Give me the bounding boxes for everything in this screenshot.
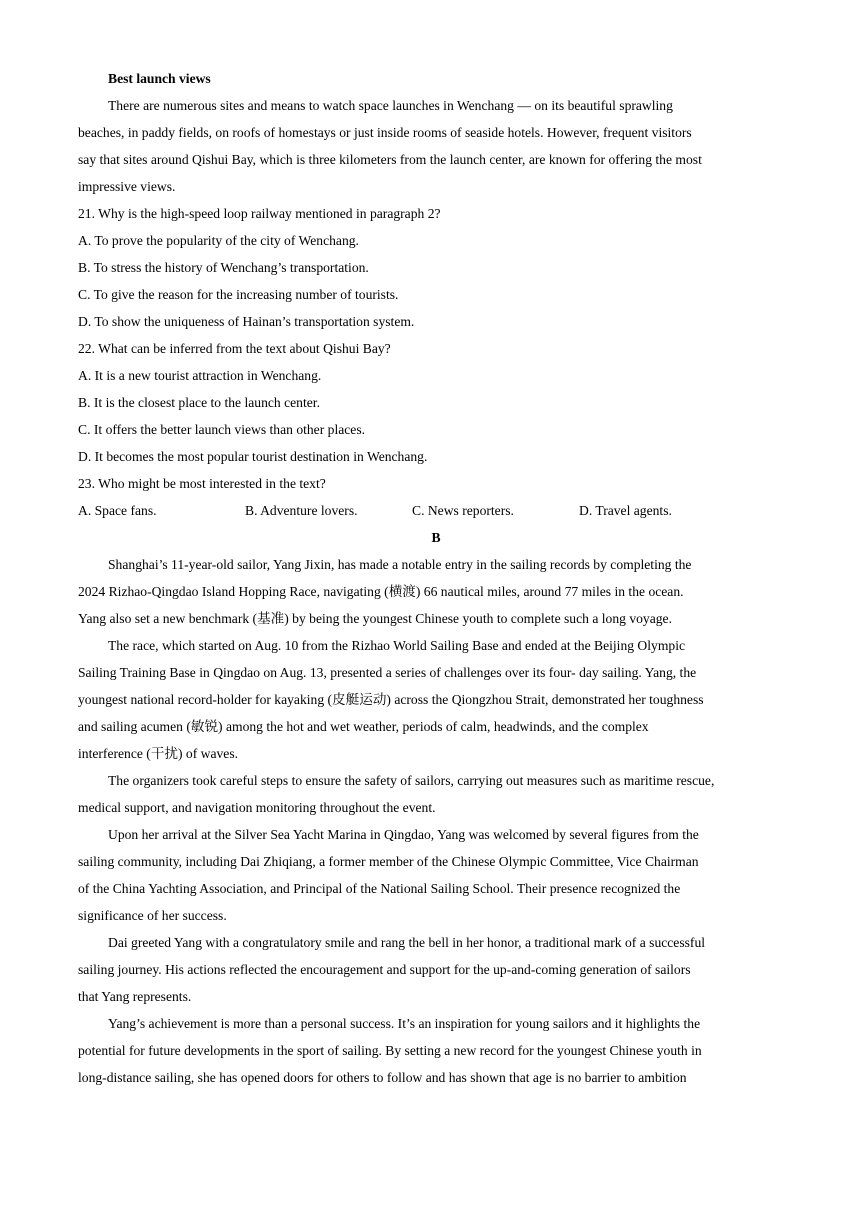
paragraph-line: impressive views. [78, 179, 176, 194]
paragraph-line: long-distance sailing, she has opened doors for others to follow and has shown that age is no barrier to ambition [78, 1070, 687, 1085]
paragraph-line: say that sites around Qishui Bay, which is three kilometers from the launch center, are known for offering the most [78, 152, 702, 167]
paragraph-line: The organizers took careful steps to ensure the safety of sailors, carrying out measures such as maritime rescue, [108, 773, 715, 788]
answer-option: C. It offers the better launch views than other places. [78, 422, 366, 437]
answer-option: A. Space fans. [78, 503, 157, 518]
answer-option: C. To give the reason for the increasing number of tourists. [78, 287, 399, 302]
paragraph-line: Sailing Training Base in Qingdao on Aug. 13, presented a series of challenges over its four- day sailing. Yang, the [78, 665, 697, 680]
paragraph-line: and sailing acumen (敏锐) among the hot and wet weather, periods of calm, headwinds, and the complex [78, 719, 649, 734]
document-page [78, 65, 794, 1091]
paragraph-line: There are numerous sites and means to watch space launches in Wenchang — on its beautiful sprawling [108, 98, 673, 113]
answer-option: A. To prove the popularity of the city of Wenchang. [78, 233, 359, 248]
paragraph-line: that Yang represents. [78, 989, 192, 1004]
answer-option: B. It is the closest place to the launch center. [78, 395, 320, 410]
answer-option: B. To stress the history of Wenchang’s transportation. [78, 260, 369, 275]
paragraph-line: Yang also set a new benchmark (基准) by being the youngest Chinese youth to complete such a long voyage. [78, 611, 672, 626]
section-heading: Best launch views [108, 71, 211, 86]
question-stem: 21. Why is the high-speed loop railway mentioned in paragraph 2? [78, 206, 441, 221]
answer-option: D. It becomes the most popular tourist destination in Wenchang. [78, 449, 428, 464]
paragraph-line: sailing community, including Dai Zhiqiang, a former member of the Chinese Olympic Committee, Vice Chairman [78, 854, 699, 869]
paragraph-line: Dai greeted Yang with a congratulatory smile and rang the bell in her honor, a traditional mark of a successful [108, 935, 706, 950]
answer-options-row [78, 497, 794, 524]
paragraph-line: youngest national record-holder for kayaking (皮艇运动) across the Qiongzhou Strait, demonstrated her toughness [78, 692, 704, 707]
paragraph-line: Shanghai’s 11-year-old sailor, Yang Jixin, has made a notable entry in the sailing records by completing the [108, 557, 692, 572]
paragraph-line: sailing journey. His actions reflected the encouragement and support for the up-and-coming generation of sailors [78, 962, 691, 977]
paragraph-line: of the China Yachting Association, and Principal of the National Sailing School. Their presence recognized the [78, 881, 681, 896]
answer-option: C. News reporters. [412, 503, 514, 518]
answer-option: A. It is a new tourist attraction in Wenchang. [78, 368, 322, 383]
paragraph-line: Upon her arrival at the Silver Sea Yacht Marina in Qingdao, Yang was welcomed by several figures from the [108, 827, 699, 842]
question-stem: 22. What can be inferred from the text about Qishui Bay? [78, 341, 391, 356]
paragraph-line: beaches, in paddy fields, on roofs of homestays or just inside rooms of seaside hotels. However, frequent visitors [78, 125, 692, 140]
paragraph-line: Yang’s achievement is more than a personal success. It’s an inspiration for young sailors and it highlights the [108, 1016, 701, 1031]
answer-option: B. Adventure lovers. [245, 503, 358, 518]
paragraph-line: significance of her success. [78, 908, 227, 923]
passage-label: B [431, 530, 441, 545]
question-stem: 23. Who might be most interested in the text? [78, 476, 326, 491]
paragraph-line: potential for future developments in the sport of sailing. By setting a new record for the youngest Chinese youth in [78, 1043, 702, 1058]
paragraph-line: 2024 Rizhao-Qingdao Island Hopping Race, navigating (横渡) 66 nautical miles, around 77 miles in the ocean. [78, 584, 684, 599]
paragraph-line: medical support, and navigation monitoring throughout the event. [78, 800, 436, 815]
paragraph-line: The race, which started on Aug. 10 from the Rizhao World Sailing Base and ended at the Beijing Olympic [108, 638, 686, 653]
answer-option: D. Travel agents. [579, 503, 672, 518]
answer-option: D. To show the uniqueness of Hainan’s transportation system. [78, 314, 415, 329]
paragraph-line: interference (干扰) of waves. [78, 746, 239, 761]
